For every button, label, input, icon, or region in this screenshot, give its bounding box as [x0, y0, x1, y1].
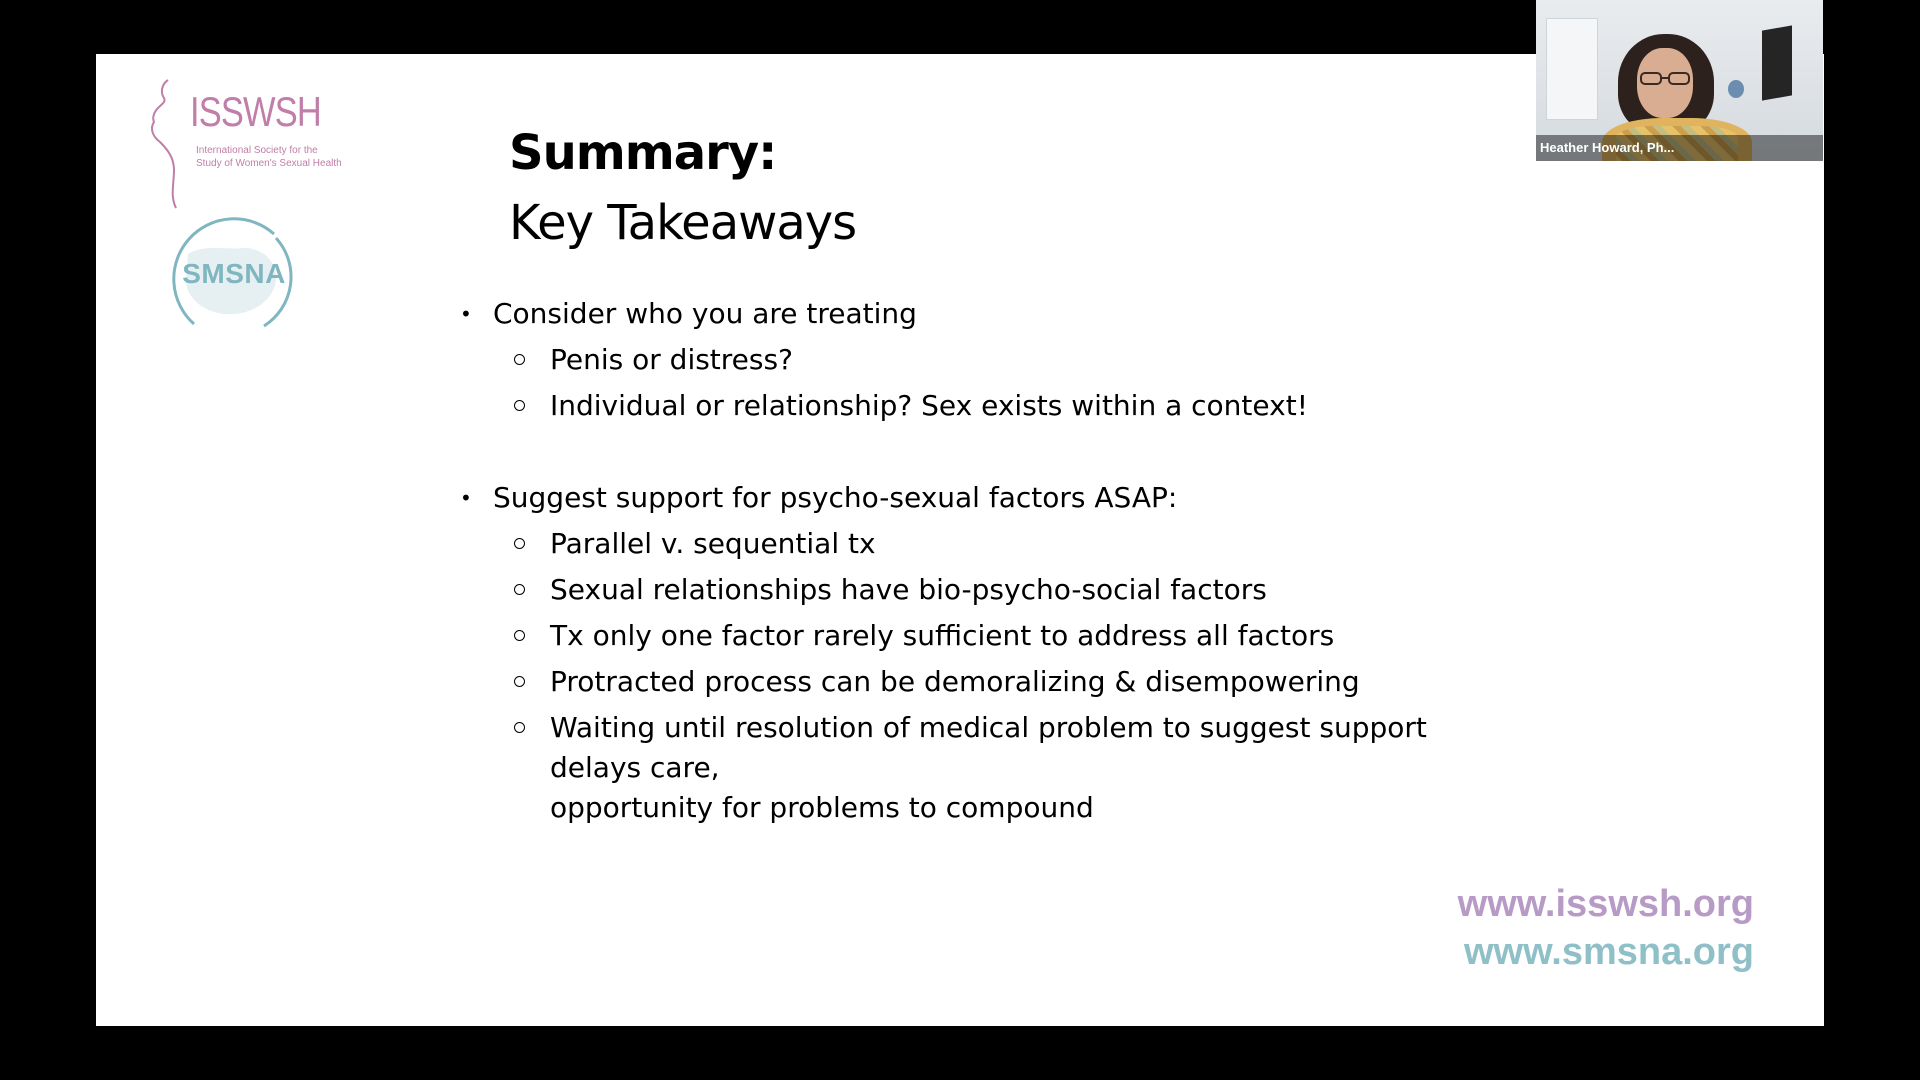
- bullet-spacer: [436, 426, 1536, 478]
- circle-bullet-icon: [514, 722, 525, 733]
- isswsh-subtitle: International Society for the Study of Women's Sexual Health: [196, 145, 342, 169]
- presentation-slide: [96, 54, 1824, 1026]
- isswsh-name: ISSWSH: [190, 88, 321, 135]
- title-summary: Summary:: [509, 125, 777, 181]
- participant-video-tile[interactable]: [1536, 0, 1823, 161]
- circle-bullet-icon: [514, 538, 525, 549]
- sub-bullet-item: [436, 662, 1536, 702]
- sub-bullet-item: [436, 340, 1536, 380]
- circle-bullet-icon: [514, 400, 525, 411]
- bullet-text: Suggest support for psycho-sexual factors ASAP:: [493, 481, 1178, 514]
- sub-bullet-item: [436, 524, 1536, 564]
- background-frame: [1762, 25, 1792, 100]
- bullet-text: Consider who you are treating: [493, 297, 917, 330]
- sub-bullet-item: [436, 708, 1536, 828]
- bullet-item: [436, 478, 1536, 518]
- sub-bullet-item: [436, 386, 1536, 426]
- isswsh-url: www.isswsh.org: [1457, 883, 1754, 925]
- smsna-url: www.smsna.org: [1464, 931, 1754, 973]
- circle-bullet-icon: [514, 584, 525, 595]
- sub-bullet-text: Individual or relationship? Sex exists within a context!: [550, 389, 1308, 422]
- background-door: [1546, 18, 1598, 120]
- title-key-takeaways: Key Takeaways: [509, 195, 857, 251]
- circle-bullet-icon: [514, 630, 525, 641]
- slide-title: [509, 118, 856, 258]
- sub-bullet-multiline: [550, 708, 1536, 828]
- sub-bullet-text: Tx only one factor rarely sufficient to address all factors: [550, 619, 1335, 652]
- smsna-logo: [164, 214, 304, 344]
- sub-bullet-item: [436, 616, 1536, 656]
- isswsh-logo: [148, 78, 342, 210]
- circle-bullet-icon: [514, 354, 525, 365]
- sub-bullet-item: [436, 570, 1536, 610]
- sub-bullet-text-cont: opportunity for problems to compound: [550, 791, 1094, 824]
- background-clock-icon: [1728, 80, 1744, 98]
- sub-bullet-text: Sexual relationships have bio-psycho-social factors: [550, 573, 1267, 606]
- sub-bullet-text: Penis or distress?: [550, 343, 793, 376]
- bullet-list: [436, 294, 1536, 828]
- glasses-icon: [1640, 72, 1690, 86]
- sub-bullet-text: Parallel v. sequential tx: [550, 527, 876, 560]
- circle-bullet-icon: [514, 676, 525, 687]
- bullet-item: [436, 294, 1536, 334]
- participant-name: Heather Howard, Ph...: [1536, 135, 1823, 161]
- sub-bullet-text-cont: delays care,: [550, 751, 720, 784]
- sub-bullet-text: Waiting until resolution of medical problem to suggest support: [550, 711, 1427, 744]
- sub-bullet-text: Protracted process can be demoralizing & disempowering: [550, 665, 1360, 698]
- bullet-dot-icon: •: [460, 486, 472, 510]
- bullet-dot-icon: •: [460, 302, 472, 326]
- website-links: [1458, 880, 1754, 976]
- smsna-name: SMSNA: [182, 258, 286, 289]
